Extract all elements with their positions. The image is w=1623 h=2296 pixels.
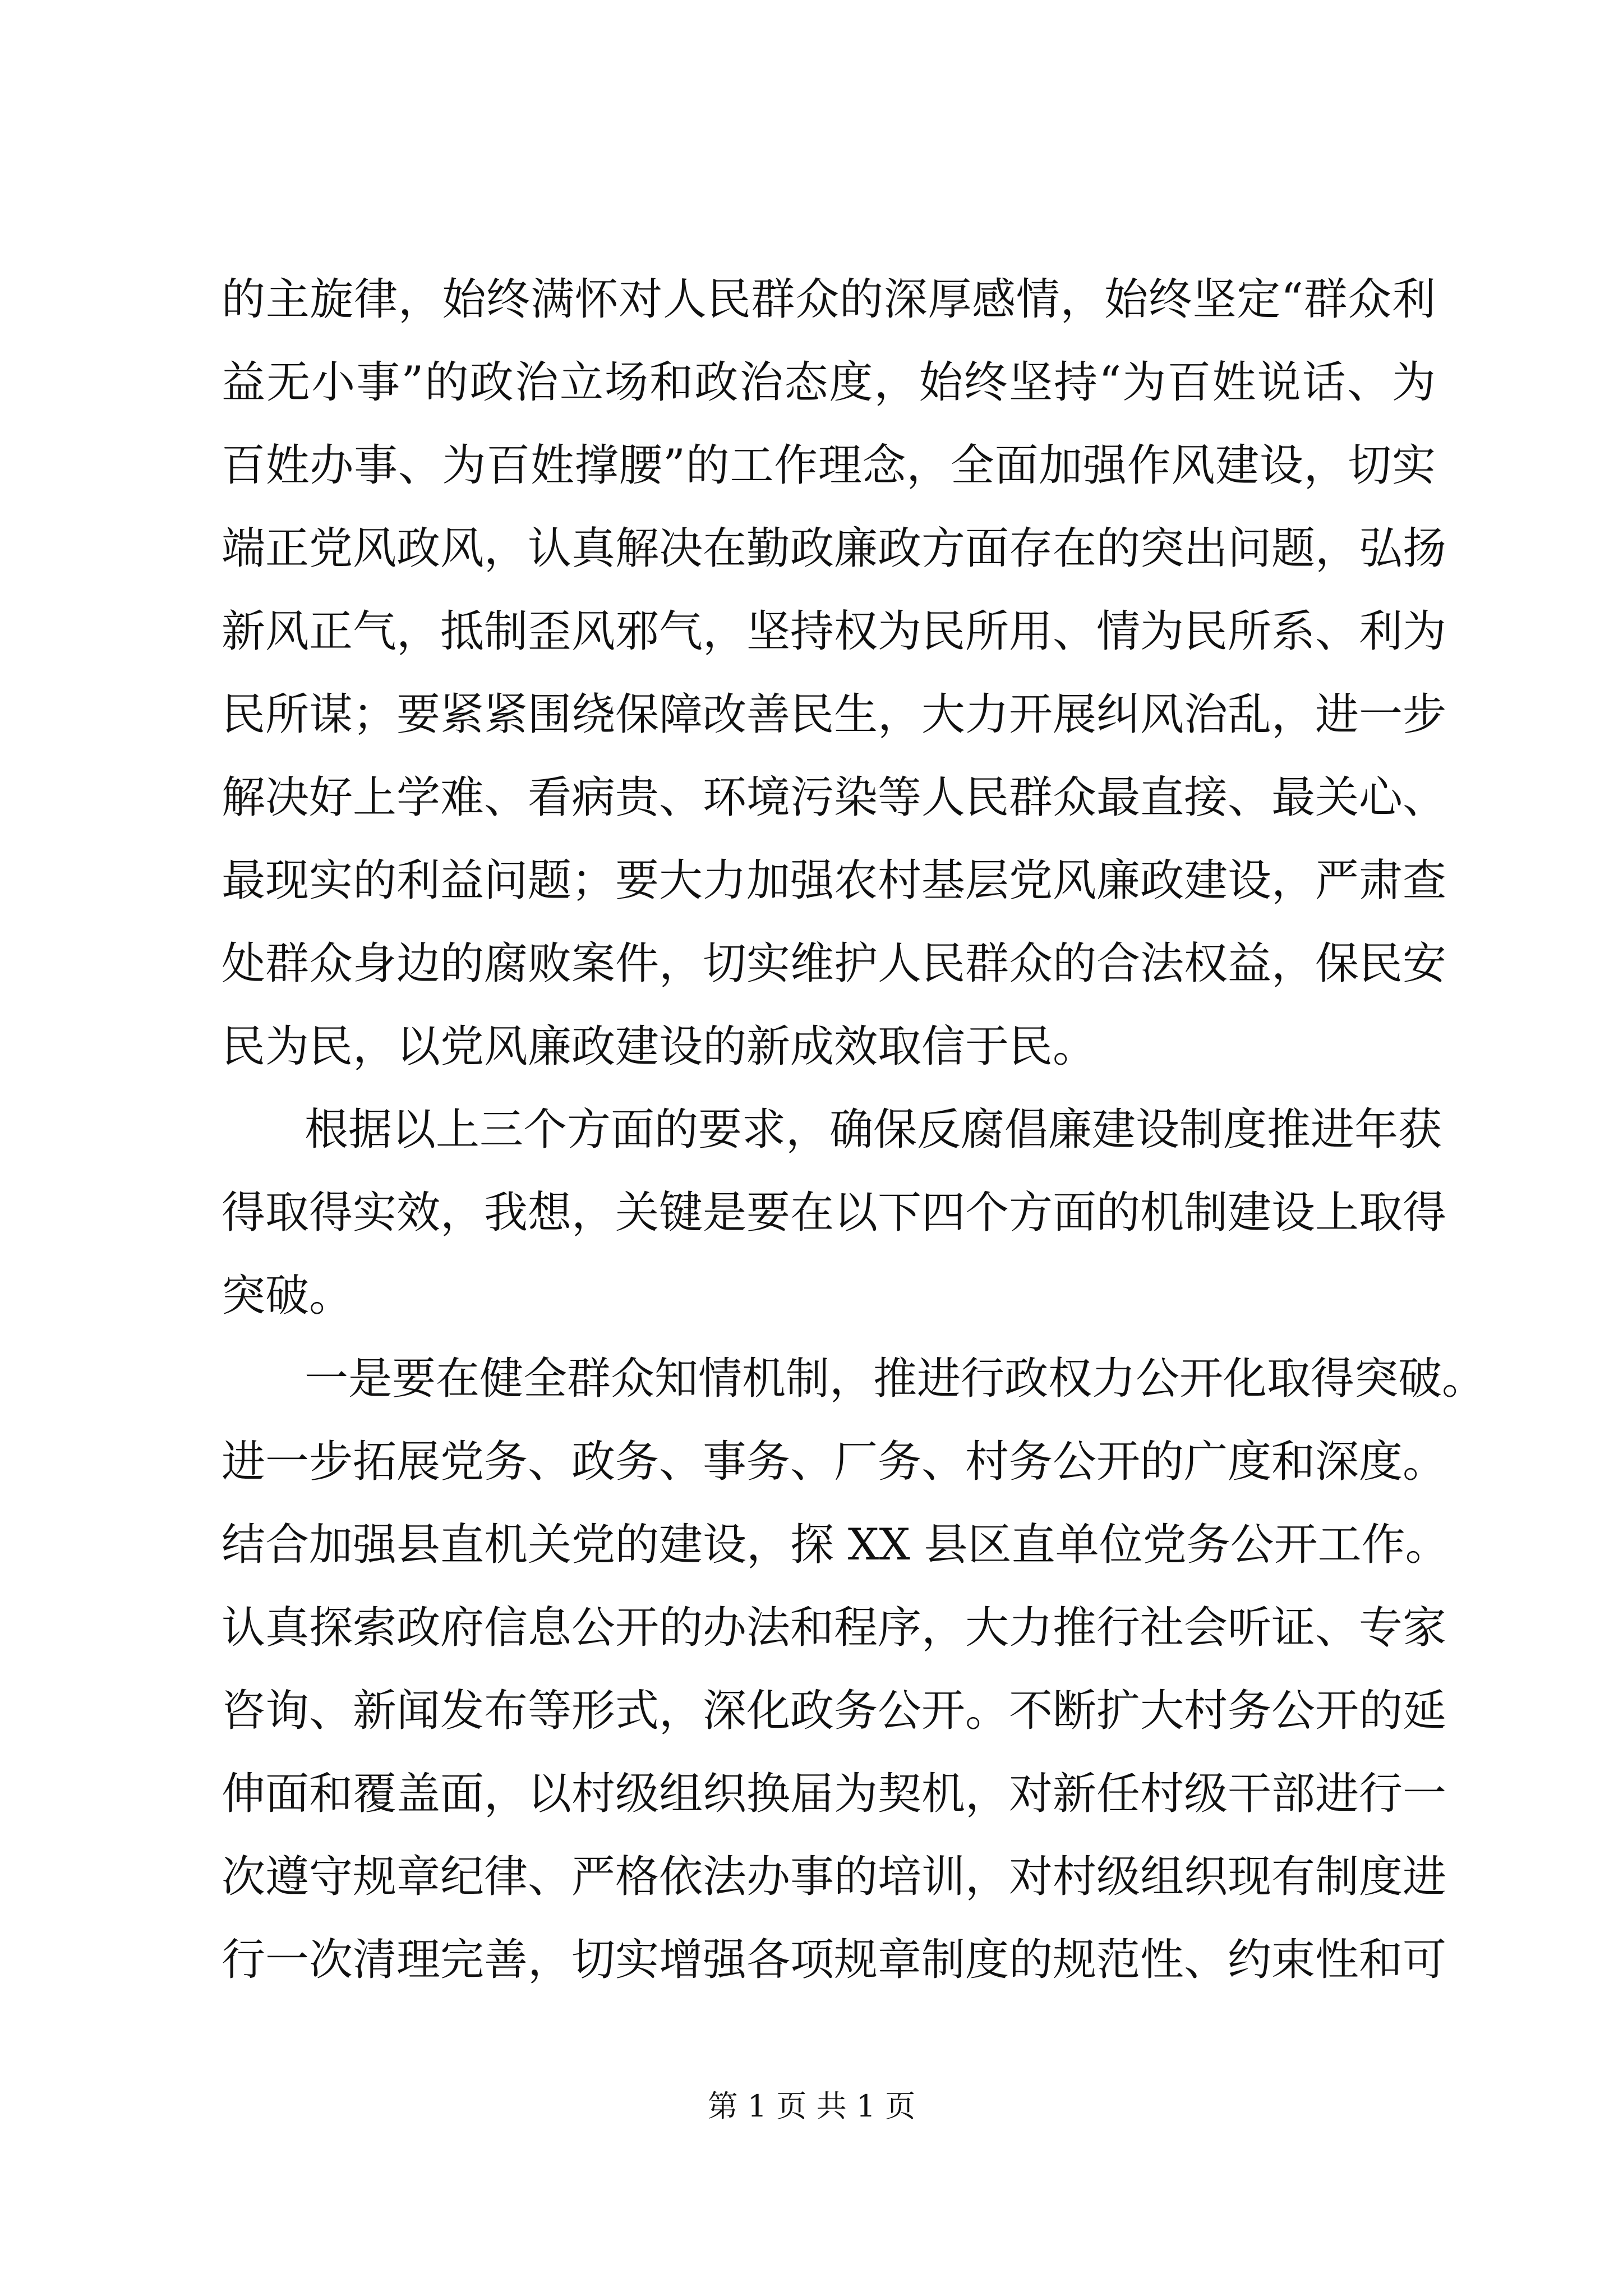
- text-line: 一是要在健全群众知情机制，推进行政权力公开化取得突破。: [305, 1354, 1486, 1404]
- text-line: 结合加强县直机关党的建设，探 XX 县区直单位党务公开工作。: [222, 1520, 1449, 1570]
- text-line: 行一次清理完善，切实增强各项规章制度的规范性、约束性和可: [222, 1935, 1447, 1985]
- text-line: 的主旋律，始终满怀对人民群众的深厚感情，始终坚定“群众利: [222, 274, 1436, 325]
- text-line: 得取得实效，我想，关键是要在以下四个方面的机制建设上取得: [222, 1188, 1447, 1238]
- text-line: 咨询、新闻发布等形式，深化政务公开。不断扩大村务公开的延: [222, 1686, 1447, 1736]
- text-line: 次遵守规章纪律、严格依法办事的培训，对村级组织现有制度进: [222, 1852, 1447, 1902]
- text-line: 百姓办事、为百姓撑腰”的工作理念，全面加强作风建设，切实: [222, 440, 1436, 491]
- text-line: 民所谋；要紧紧围绕保障改善民生，大力开展纠风治乱，进一步: [222, 689, 1447, 740]
- text-line: 新风正气，抵制歪风邪气，坚持权为民所用、情为民所系、利为: [222, 606, 1447, 657]
- text-line: 端正党风政风，认真解决在勤政廉政方面存在的突出问题，弘扬: [222, 523, 1447, 574]
- text-line: 根据以上三个方面的要求，确保反腐倡廉建设制度推进年获: [305, 1105, 1442, 1155]
- text-line: 认真探索政府信息公开的办法和程序，大力推行社会听证、专家: [222, 1603, 1447, 1653]
- page-footer: 第 1 页 共 1 页: [707, 2088, 916, 2124]
- text-line: 伸面和覆盖面，以村级组织换届为契机，对新任村级干部进行一: [222, 1769, 1447, 1819]
- document-body: [222, 258, 1486, 2001]
- text-line: 处群众身边的腐败案件，切实维护人民群众的合法权益，保民安: [222, 938, 1447, 989]
- text-line: 进一步拓展党务、政务、事务、厂务、村务公开的广度和深度。: [222, 1437, 1447, 1487]
- text-line: 最现实的利益问题；要大力加强农村基层党风廉政建设，严肃查: [222, 855, 1447, 906]
- text-line: 益无小事”的政治立场和政治态度，始终坚持“为百姓说话、为: [222, 357, 1436, 408]
- text-line: 民为民，以党风廉政建设的新成效取信于民。: [222, 1022, 1097, 1072]
- text-line: 解决好上学难、看病贵、环境污染等人民群众最直接、最关心、: [222, 772, 1447, 823]
- text-line: 突破。: [222, 1271, 353, 1321]
